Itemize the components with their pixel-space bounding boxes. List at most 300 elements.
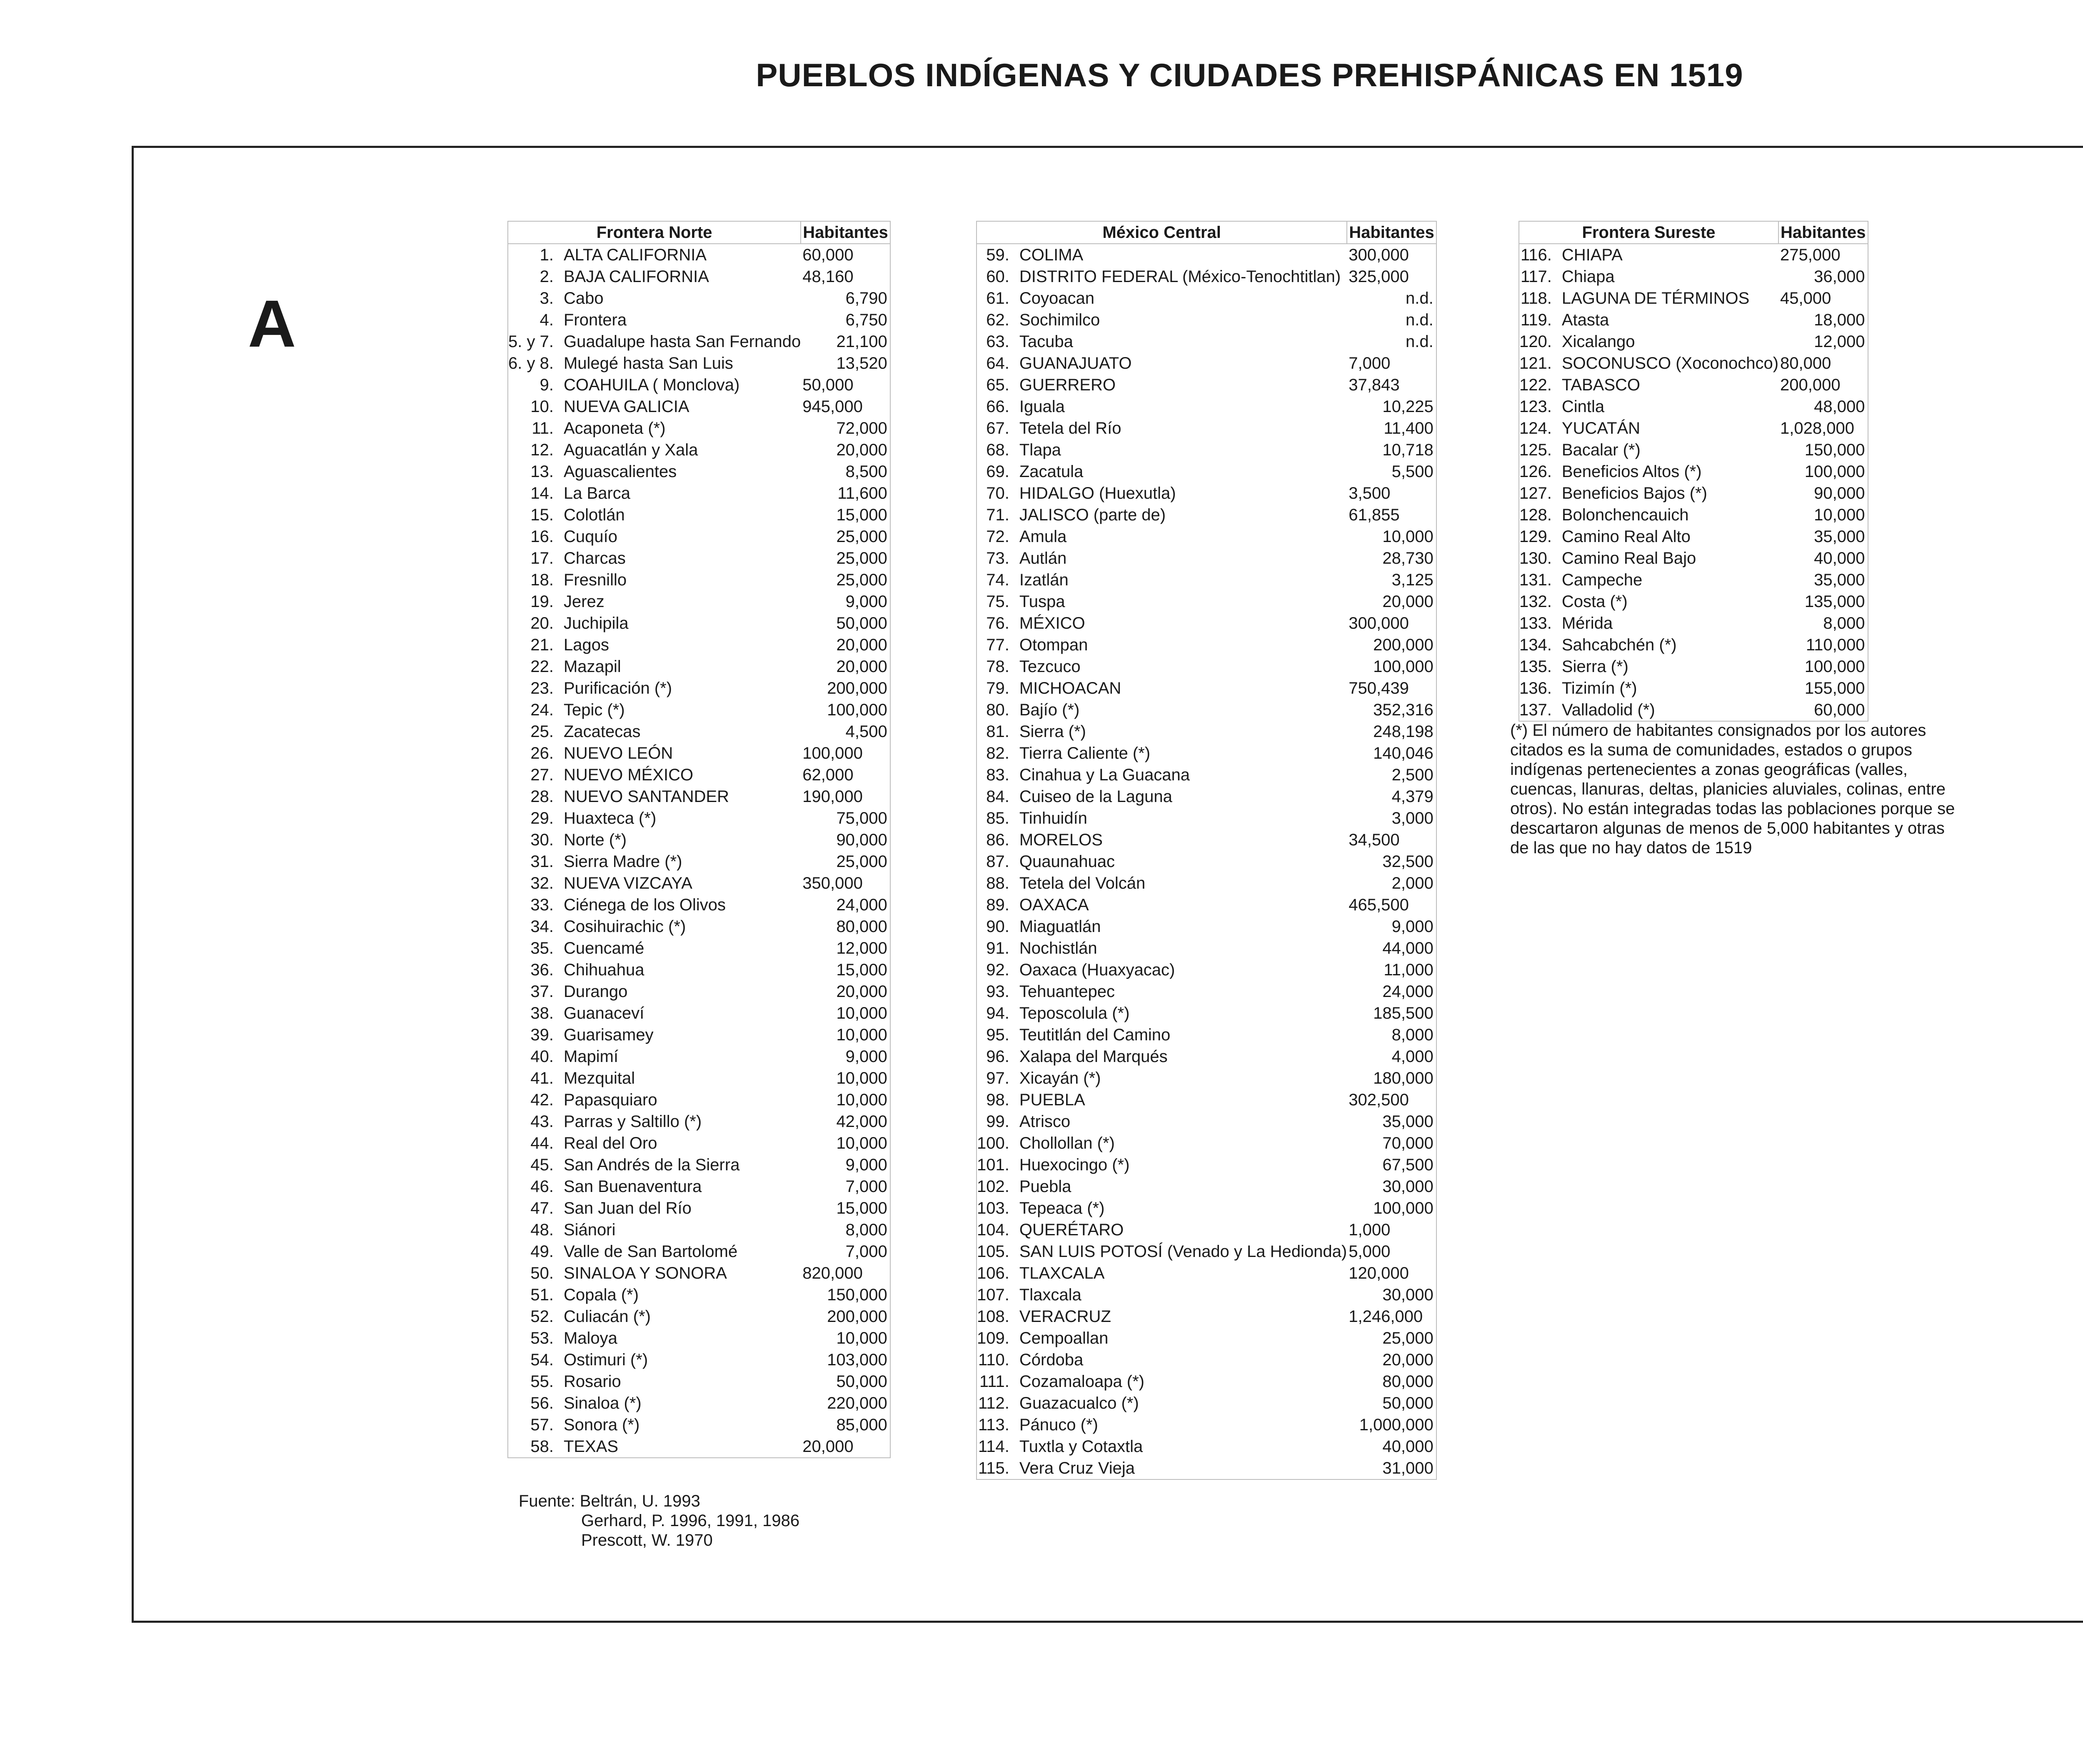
population-value: 24,000	[1382, 982, 1434, 1001]
place-name: Teutitlán del Camino	[1019, 1026, 1171, 1044]
table-row	[508, 894, 890, 916]
row-number: 113.	[978, 1416, 1009, 1434]
population-value: 35,000	[1382, 1112, 1434, 1131]
population-value: 1,028,000	[1780, 419, 1854, 437]
population-value: 28,730	[1382, 549, 1434, 567]
population-value: 352,316	[1373, 701, 1434, 719]
row-number: 94.	[986, 1004, 1009, 1022]
population-value: 3,000	[1391, 809, 1434, 827]
place-name: LAGUNA DE TÉRMINOS	[1561, 289, 1750, 307]
row-number: 127.	[1519, 484, 1552, 502]
row-number: 105.	[977, 1242, 1009, 1261]
table-row	[1519, 504, 1868, 526]
table-row	[508, 309, 890, 331]
table-row	[508, 1111, 890, 1132]
table-row	[508, 504, 890, 526]
population-value: 20,000	[1382, 592, 1434, 611]
population-value: 13,520	[836, 354, 887, 372]
table-row	[977, 1197, 1436, 1219]
row-number: 42.	[530, 1091, 554, 1109]
row-number: 101.	[977, 1156, 1009, 1174]
population-value: 15,000	[836, 961, 887, 979]
row-number: 95.	[986, 1026, 1009, 1044]
population-value: 37,843	[1349, 376, 1400, 394]
population-value: 20,000	[1382, 1351, 1434, 1369]
table-row	[508, 1306, 890, 1327]
population-value: 80,000	[836, 917, 887, 936]
place-name: Tacuba	[1019, 332, 1073, 351]
table-row	[508, 656, 890, 677]
row-number: 122.	[1519, 376, 1552, 394]
place-name: Copala (*)	[563, 1286, 639, 1304]
row-number: 118.	[1520, 289, 1552, 307]
place-name: Chiapa	[1561, 267, 1615, 286]
row-number: 112.	[978, 1394, 1009, 1412]
table-row	[977, 526, 1436, 547]
row-number: 71.	[986, 506, 1009, 524]
place-name: Xalapa del Marqués	[1019, 1047, 1168, 1066]
place-name: Cuquío	[563, 527, 617, 546]
population-value: 15,000	[836, 506, 887, 524]
place-name: TABASCO	[1561, 376, 1641, 394]
row-number: 124.	[1519, 419, 1552, 437]
place-name: Tetela del Río	[1019, 419, 1121, 437]
population-value: 100,000	[827, 701, 887, 719]
population-value: 2,000	[1391, 874, 1434, 892]
place-name: Mazapil	[563, 657, 621, 676]
row-number: 44.	[530, 1134, 554, 1152]
place-name: Puebla	[1019, 1177, 1071, 1196]
population-value: 6,750	[845, 311, 887, 329]
population-value: n.d.	[1406, 332, 1434, 351]
table-row	[508, 721, 890, 742]
population-value: 275,000	[1780, 246, 1841, 264]
table-row	[508, 1132, 890, 1154]
table-row	[977, 1046, 1436, 1067]
place-name: Sierra Madre (*)	[563, 852, 682, 871]
table-row	[508, 1284, 890, 1306]
population-value: 20,000	[836, 657, 887, 676]
row-number: 51.	[530, 1286, 554, 1304]
row-number: 40.	[530, 1047, 554, 1066]
place-name: Mérida	[1561, 614, 1613, 632]
population-value: 100,000	[1373, 657, 1434, 676]
place-name: Maloya	[563, 1329, 617, 1347]
place-name: YUCATÁN	[1561, 419, 1641, 437]
population-value: 1,000	[1349, 1221, 1391, 1239]
place-name: Xicalango	[1561, 332, 1635, 351]
population-value: 100,000	[802, 744, 863, 762]
population-value: 750,439	[1349, 679, 1409, 697]
table-row	[508, 591, 890, 612]
table-row	[508, 287, 890, 309]
table-row	[977, 937, 1436, 959]
place-name: Siánori	[563, 1221, 616, 1239]
population-value: 25,000	[836, 571, 887, 589]
table-row	[977, 1241, 1436, 1262]
row-number: 99.	[986, 1112, 1009, 1131]
population-value: 6,790	[845, 289, 887, 307]
row-number: 84.	[986, 787, 1009, 806]
population-value: 67,500	[1382, 1156, 1434, 1174]
column-header-habitantes: Habitantes	[1778, 221, 1868, 244]
row-number: 135.	[1519, 657, 1552, 676]
place-name: Tinhuidín	[1019, 809, 1087, 827]
place-name: Juchipila	[563, 614, 629, 632]
table-header: Frontera Sureste	[1519, 221, 1778, 244]
table-row	[977, 612, 1436, 634]
table-row	[508, 1002, 890, 1024]
population-value: 10,000	[836, 1329, 887, 1347]
table-row	[508, 1219, 890, 1241]
row-number: 45.	[530, 1156, 554, 1174]
place-name: San Andrés de la Sierra	[563, 1156, 740, 1174]
row-number: 6. y 8.	[508, 354, 554, 372]
place-name: NUEVA GALICIA	[563, 397, 689, 416]
row-number: 100.	[977, 1134, 1009, 1152]
population-value: 150,000	[827, 1286, 887, 1304]
table-row	[508, 1392, 890, 1414]
row-number: 49.	[530, 1242, 554, 1261]
table-row	[1519, 482, 1868, 504]
place-name: Quaunahuac	[1019, 852, 1115, 871]
population-value: 20,000	[836, 636, 887, 654]
place-name: Huaxteca (*)	[563, 809, 657, 827]
place-name: MORELOS	[1019, 831, 1103, 849]
place-name: Purificación (*)	[563, 679, 672, 697]
place-name: NUEVA VIZCAYA	[563, 874, 692, 892]
place-name: Beneficios Altos (*)	[1561, 462, 1702, 481]
table-row	[508, 829, 890, 851]
place-name: JALISCO (parte de)	[1019, 506, 1166, 524]
table-row	[977, 721, 1436, 742]
place-name: Sonora (*)	[563, 1416, 640, 1434]
row-number: 119.	[1520, 311, 1552, 329]
place-name: Norte (*)	[563, 831, 627, 849]
place-name: Guazacualco (*)	[1019, 1394, 1139, 1412]
row-number: 92.	[986, 961, 1009, 979]
population-value: 103,000	[827, 1351, 887, 1369]
population-value: 20,000	[802, 1437, 854, 1456]
table-row	[508, 872, 890, 894]
place-name: NUEVO MÉXICO	[563, 766, 694, 784]
place-name: Jerez	[563, 592, 604, 611]
population-value: 5,500	[1391, 462, 1434, 481]
population-value: 80,000	[1780, 354, 1831, 372]
row-number: 63.	[986, 332, 1009, 351]
population-value: 100,000	[1804, 462, 1865, 481]
place-name: Sochimilco	[1019, 311, 1100, 329]
place-name: CHIAPA	[1561, 246, 1623, 264]
row-number: 97.	[986, 1069, 1009, 1087]
row-number: 58.	[530, 1437, 554, 1456]
table-row	[977, 482, 1436, 504]
table-row	[977, 287, 1436, 309]
row-number: 53.	[530, 1329, 554, 1347]
population-value: n.d.	[1406, 289, 1434, 307]
table-row	[977, 1024, 1436, 1046]
table-row	[508, 851, 890, 872]
row-number: 5. y 7.	[508, 332, 554, 351]
place-name: Costa (*)	[1561, 592, 1628, 611]
place-name: Otompan	[1019, 636, 1088, 654]
row-number: 15.	[530, 506, 554, 524]
place-name: Chollollan (*)	[1019, 1134, 1115, 1152]
table-row	[508, 331, 890, 352]
population-value: 1,246,000	[1349, 1307, 1423, 1326]
table-row	[508, 396, 890, 417]
place-name: San Buenaventura	[563, 1177, 702, 1196]
row-number: 14.	[530, 484, 554, 502]
row-number: 80.	[986, 701, 1009, 719]
place-name: QUERÉTARO	[1019, 1221, 1124, 1239]
table-row	[977, 1284, 1436, 1306]
row-number: 120.	[1519, 332, 1552, 351]
row-number: 108.	[977, 1307, 1009, 1326]
row-number: 134.	[1519, 636, 1552, 654]
population-value: 185,500	[1373, 1004, 1434, 1022]
table-row	[977, 1154, 1436, 1176]
place-name: GUANAJUATO	[1019, 354, 1132, 372]
population-value: 4,500	[845, 722, 887, 741]
row-number: 50.	[530, 1264, 554, 1282]
row-number: 73.	[986, 549, 1009, 567]
table-row	[977, 1414, 1436, 1436]
place-name: Nochistlán	[1019, 939, 1097, 957]
row-number: 27.	[530, 766, 554, 784]
population-value: 25,000	[836, 549, 887, 567]
population-value: 31,000	[1382, 1459, 1434, 1477]
source-label: Fuente:	[519, 1492, 575, 1510]
row-number: 76.	[986, 614, 1009, 632]
row-number: 131.	[1519, 571, 1552, 589]
table-row	[977, 1392, 1436, 1414]
place-name: Durango	[563, 982, 628, 1001]
table-row	[508, 1089, 890, 1111]
place-name: Tizimín (*)	[1561, 679, 1637, 697]
population-value: 44,000	[1382, 939, 1434, 957]
row-number: 20.	[530, 614, 554, 632]
row-number: 137.	[1519, 701, 1552, 719]
place-name: PUEBLA	[1019, 1091, 1085, 1109]
table-frontera-sureste	[1519, 221, 1868, 722]
population-value: 34,500	[1349, 831, 1400, 849]
population-value: 45,000	[1780, 289, 1831, 307]
row-number: 52.	[530, 1307, 554, 1326]
table-row	[508, 1024, 890, 1046]
place-name: Sierra (*)	[1019, 722, 1086, 741]
place-name: NUEVO SANTANDER	[563, 787, 729, 806]
population-value: 190,000	[802, 787, 863, 806]
row-number: 87.	[986, 852, 1009, 871]
table-row	[508, 547, 890, 569]
column-header-habitantes: Habitantes	[1347, 221, 1436, 244]
source-block	[519, 1492, 799, 1550]
source-line: Beltrán, U. 1993	[579, 1492, 700, 1510]
table-row	[508, 352, 890, 374]
population-value: 4,379	[1391, 787, 1434, 806]
population-value: 35,000	[1814, 571, 1865, 589]
population-value: 10,000	[836, 1004, 887, 1022]
table-row	[977, 1111, 1436, 1132]
place-name: Sinaloa (*)	[563, 1394, 642, 1412]
place-name: Camino Real Alto	[1561, 527, 1691, 546]
place-name: Autlán	[1019, 549, 1067, 567]
table-row	[508, 569, 890, 591]
population-value: 8,500	[845, 462, 887, 481]
population-value: 50,000	[802, 376, 854, 394]
table-row	[508, 937, 890, 959]
place-name: BAJA CALIFORNIA	[563, 267, 709, 286]
population-value: 60,000	[1814, 701, 1865, 719]
place-name: Cosihuirachic (*)	[563, 917, 686, 936]
place-name: Tlaxcala	[1019, 1286, 1081, 1304]
row-number: 31.	[530, 852, 554, 871]
row-number: 103.	[977, 1199, 1009, 1217]
row-number: 98.	[986, 1091, 1009, 1109]
row-number: 69.	[986, 462, 1009, 481]
population-value: 120,000	[1349, 1264, 1409, 1282]
row-number: 41.	[530, 1069, 554, 1087]
population-value: 945,000	[802, 397, 863, 416]
table-row	[1519, 526, 1868, 547]
row-number: 129.	[1519, 527, 1552, 546]
table-row	[1519, 699, 1868, 721]
place-name: Guanaceví	[563, 1004, 644, 1022]
row-number: 88.	[986, 874, 1009, 892]
row-number: 126.	[1519, 462, 1552, 481]
place-name: Tepeaca (*)	[1019, 1199, 1105, 1217]
place-name: NUEVO LEÓN	[563, 744, 673, 762]
source-line: Gerhard, P. 1996, 1991, 1986	[581, 1512, 800, 1530]
row-number: 68.	[986, 441, 1009, 459]
population-value: 302,500	[1349, 1091, 1409, 1109]
row-number: 1.	[539, 246, 554, 264]
table-row	[1519, 396, 1868, 417]
place-name: Beneficios Bajos (*)	[1561, 484, 1707, 502]
table-row	[1519, 569, 1868, 591]
row-number: 74.	[986, 571, 1009, 589]
population-value: 465,500	[1349, 896, 1409, 914]
place-name: MICHOACAN	[1019, 679, 1121, 697]
population-value: 60,000	[802, 246, 854, 264]
row-number: 11.	[532, 419, 554, 437]
population-value: n.d.	[1406, 311, 1434, 329]
row-number: 130.	[1519, 549, 1552, 567]
row-number: 93.	[986, 982, 1009, 1001]
table-frontera-norte	[507, 221, 891, 1458]
population-value: 35,000	[1814, 527, 1865, 546]
row-number: 38.	[530, 1004, 554, 1022]
row-number: 85.	[986, 809, 1009, 827]
table-row	[977, 786, 1436, 807]
table-row	[508, 244, 890, 266]
place-name: Papasquiaro	[563, 1091, 657, 1109]
population-value: 18,000	[1814, 311, 1865, 329]
population-value: 4,000	[1391, 1047, 1434, 1066]
table-row	[508, 742, 890, 764]
table-row	[508, 786, 890, 807]
table-row	[1519, 266, 1868, 287]
table-row	[1519, 439, 1868, 461]
table-row	[977, 569, 1436, 591]
row-number: 19.	[530, 592, 554, 611]
population-value: 72,000	[836, 419, 887, 437]
row-number: 82.	[986, 744, 1009, 762]
table-row	[508, 1046, 890, 1067]
table-row	[508, 1067, 890, 1089]
row-number: 32.	[530, 874, 554, 892]
place-name: Atasta	[1561, 311, 1609, 329]
place-name: Oaxaca (Huaxyacac)	[1019, 961, 1175, 979]
place-name: COAHUILA ( Monclova)	[563, 376, 740, 394]
place-name: Camino Real Bajo	[1561, 549, 1696, 567]
row-number: 128.	[1519, 506, 1552, 524]
place-name: ALTA CALIFORNIA	[563, 246, 707, 264]
place-name: DISTRITO FEDERAL (México-Tenochtitlan)	[1019, 267, 1341, 286]
table-row	[977, 872, 1436, 894]
population-value: 36,000	[1814, 267, 1865, 286]
row-number: 90.	[986, 917, 1009, 936]
place-name: Ostimuri (*)	[563, 1351, 648, 1369]
population-value: 10,000	[836, 1134, 887, 1152]
table-row	[977, 266, 1436, 287]
table-row	[1519, 547, 1868, 569]
table-row	[977, 894, 1436, 916]
table-row	[508, 461, 890, 482]
table-row	[508, 1262, 890, 1284]
population-value: 8,000	[1823, 614, 1865, 632]
row-number: 121.	[1519, 354, 1552, 372]
table-row	[977, 1306, 1436, 1327]
row-number: 2.	[539, 267, 554, 286]
table-row	[1519, 417, 1868, 439]
place-name: Real del Oro	[563, 1134, 657, 1152]
row-number: 39.	[530, 1026, 554, 1044]
population-value: 300,000	[1349, 614, 1409, 632]
place-name: San Juan del Río	[563, 1199, 692, 1217]
table-row	[977, 764, 1436, 786]
place-name: Valle de San Bartolomé	[563, 1242, 738, 1261]
row-number: 81.	[986, 722, 1009, 741]
population-value: 12,000	[1814, 332, 1865, 351]
table-row	[977, 829, 1436, 851]
place-name: Cinahua y La Guacana	[1019, 766, 1190, 784]
population-value: 30,000	[1382, 1286, 1434, 1304]
row-number: 57.	[530, 1416, 554, 1434]
place-name: Iguala	[1019, 397, 1065, 416]
table-row	[977, 374, 1436, 396]
row-number: 47.	[530, 1199, 554, 1217]
place-name: Valladolid (*)	[1561, 701, 1655, 719]
place-name: Cozamaloapa (*)	[1019, 1372, 1144, 1391]
table-row	[977, 396, 1436, 417]
population-value: 100,000	[1804, 657, 1865, 676]
place-name: Rosario	[563, 1372, 621, 1391]
row-number: 55.	[530, 1372, 554, 1391]
place-name: Aguascalientes	[563, 462, 677, 481]
row-number: 48.	[530, 1221, 554, 1239]
population-value: 48,000	[1814, 397, 1865, 416]
row-number: 12.	[530, 441, 554, 459]
table-row	[977, 677, 1436, 699]
row-number: 123.	[1519, 397, 1552, 416]
table-row	[508, 916, 890, 937]
table-row	[508, 634, 890, 656]
place-name: Córdoba	[1019, 1351, 1084, 1369]
row-number: 86.	[986, 831, 1009, 849]
table-row	[508, 417, 890, 439]
